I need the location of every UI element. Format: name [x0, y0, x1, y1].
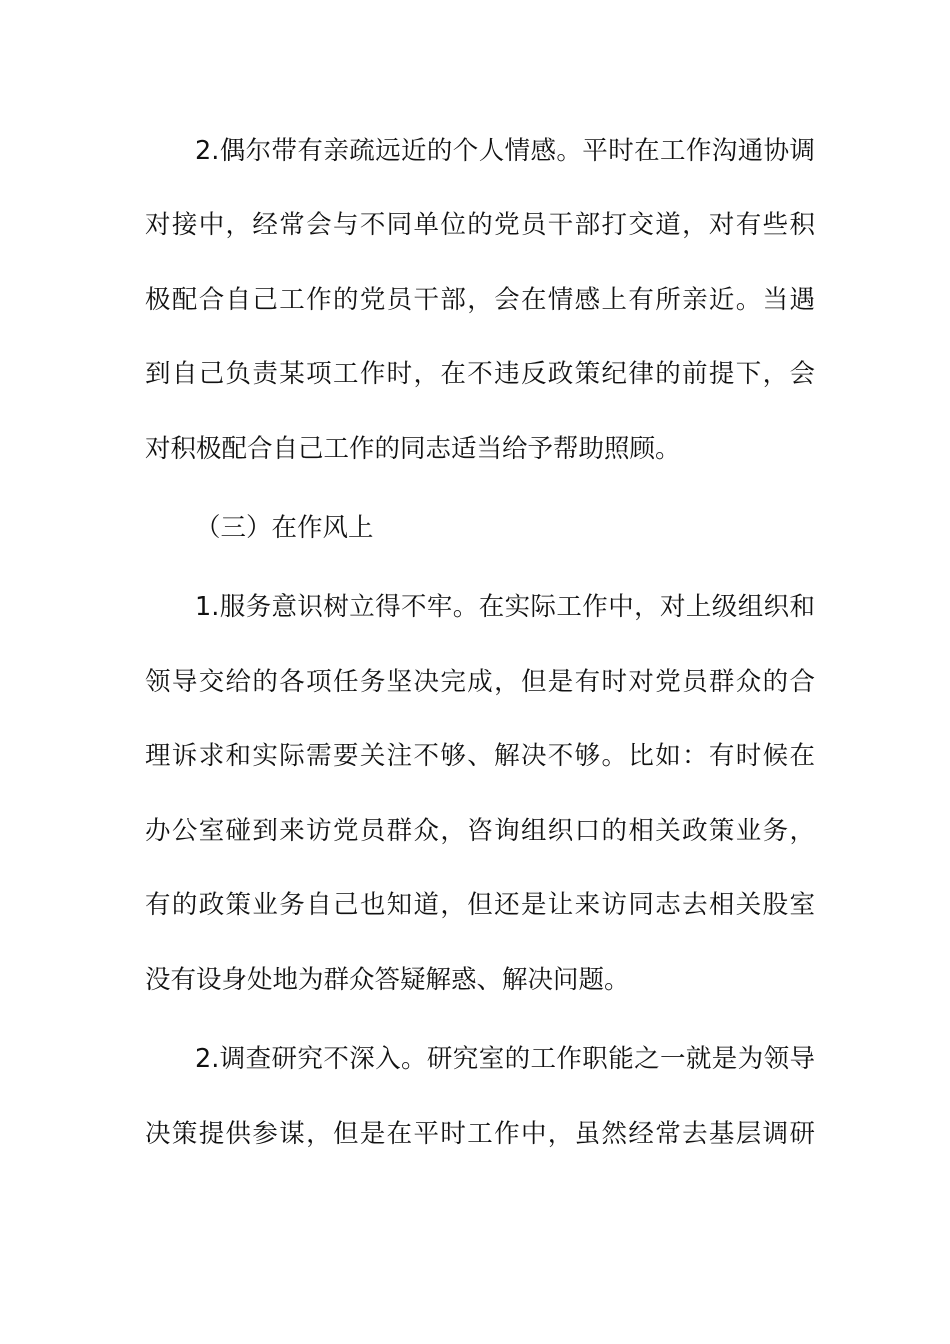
paragraph-1-line-4: 到自己负责某项工作时，在不违反政策纪律的前提下，会	[145, 359, 815, 389]
paragraph-2-line-1: 1.服务意识树立得不牢。在实际工作中，对上级组织和	[195, 592, 815, 622]
paragraph-1-line-2: 对接中，经常会与不同单位的党员干部打交道，对有些积	[145, 210, 815, 240]
paragraph-2-line-2: 领导交给的各项任务坚决完成，但是有时对党员群众的合	[145, 667, 815, 697]
paragraph-1-line-5: 对积极配合自己工作的同志适当给予帮助照顾。	[145, 434, 681, 464]
paragraph-2-line-5: 有的政策业务自己也知道，但还是让来访同志去相关股室	[145, 890, 815, 920]
paragraph-2-line-4: 办公室碰到来访党员群众，咨询组织口的相关政策业务，	[145, 816, 815, 846]
paragraph-3-line-1: 2.调查研究不深入。研究室的工作职能之一就是为领导	[195, 1044, 815, 1074]
paragraph-1-line-1: 2.偶尔带有亲疏远近的个人情感。平时在工作沟通协调	[195, 136, 815, 166]
paragraph-2-line-6: 没有设身处地为群众答疑解惑、解决问题。	[145, 965, 630, 995]
paragraph-3-line-2: 决策提供参谋，但是在平时工作中，虽然经常去基层调研	[145, 1119, 815, 1149]
paragraph-1-line-3: 极配合自己工作的党员干部，会在情感上有所亲近。当遇	[145, 285, 815, 315]
section-heading: （三）在作风上	[195, 513, 374, 543]
paragraph-2-line-3: 理诉求和实际需要关注不够、解决不够。比如：有时候在	[145, 741, 815, 771]
